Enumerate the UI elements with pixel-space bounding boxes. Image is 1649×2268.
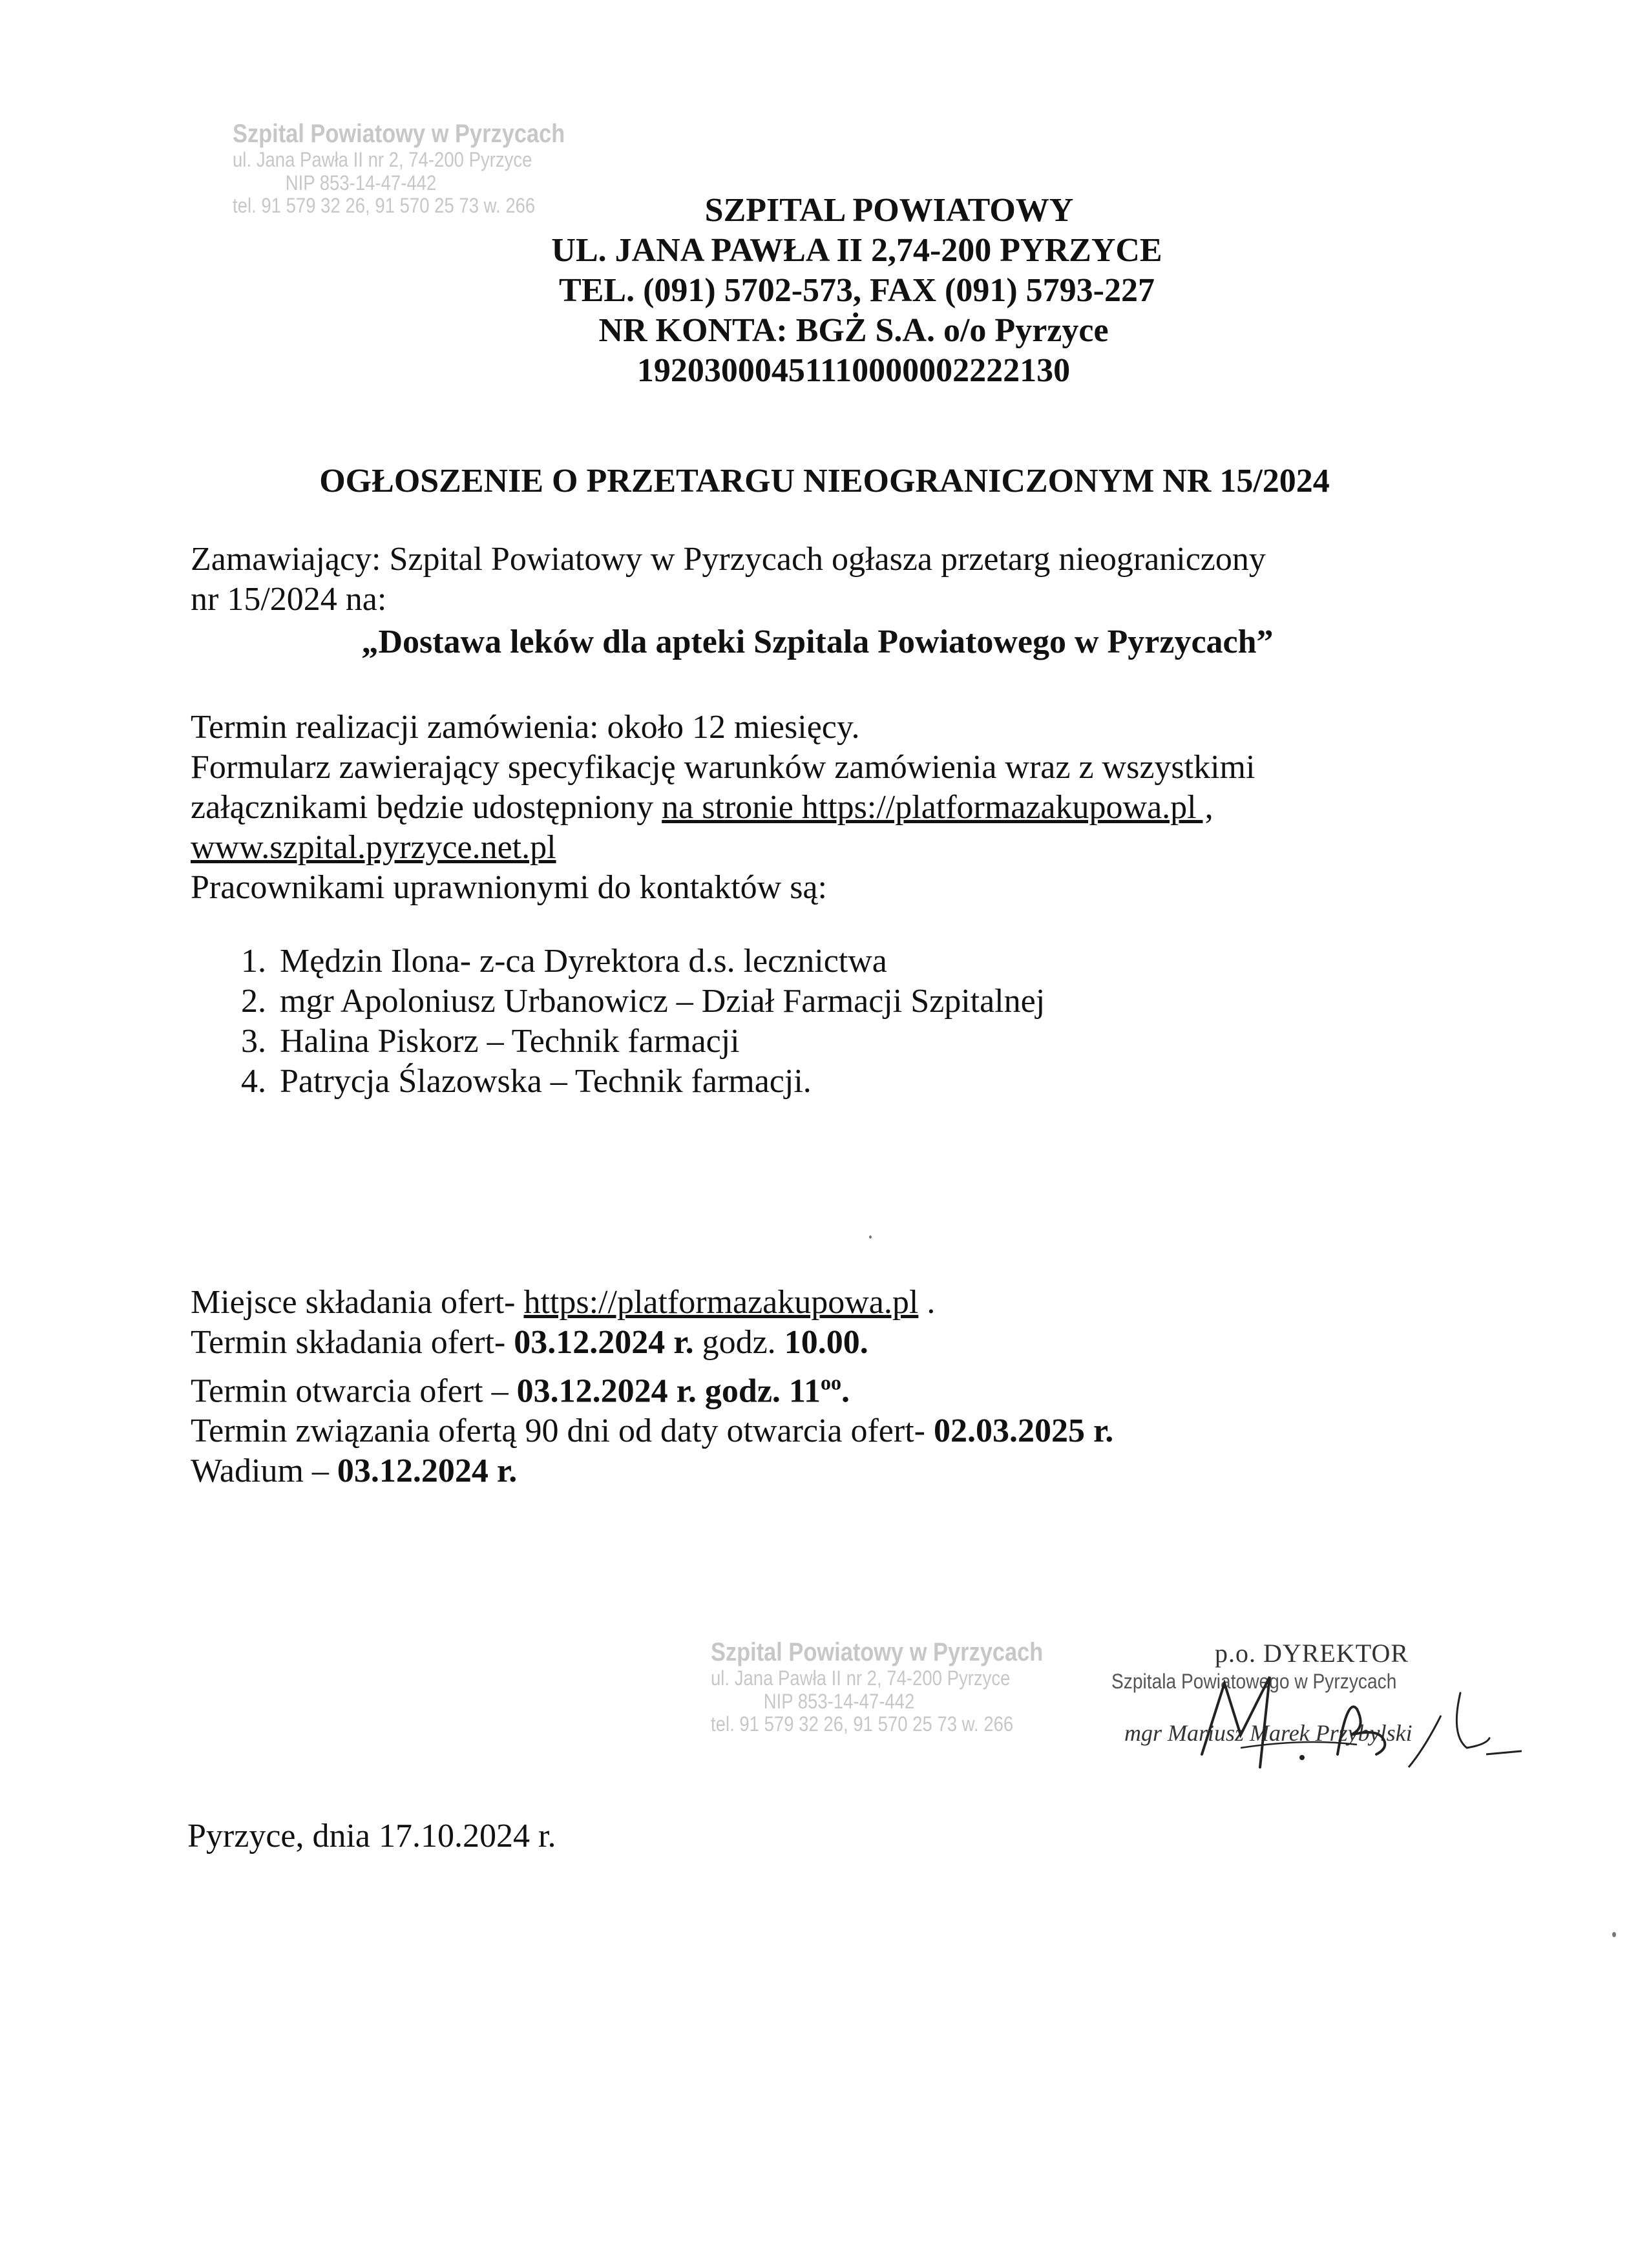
place-and-date: Pyrzyce, dnia 17.10.2024 r. — [187, 1818, 556, 1854]
stamp-phone: tel. 91 579 32 26, 91 570 25 73 w. 266 — [711, 1712, 1014, 1736]
offer-deadline-hour: 10.00. — [784, 1324, 868, 1361]
form-line-2-text: załącznikami będzie udostępniony — [191, 789, 662, 826]
offer-binding-date: 02.03.2025 r. — [933, 1412, 1114, 1450]
wadium-date: 03.12.2024 r. — [337, 1453, 518, 1490]
offer-details — [191, 1283, 1113, 1491]
contact-item: 1. Mędzin Ilona- z-ca Dyrektora d.s. lecznictwa — [275, 941, 1483, 982]
stamp-nip: NIP 853-14-47-442 — [763, 1689, 915, 1713]
stamp-name: Szpital Powiatowy w Pyrzycach — [711, 1638, 1044, 1666]
form-line-2 — [191, 788, 1483, 828]
offer-opening — [191, 1363, 1113, 1411]
stamp-address: ul. Jana Pawła II nr 2, 74-200 Pyrzyce — [233, 147, 532, 171]
offer-place-link[interactable]: https://platformazakupowa.pl — [523, 1284, 919, 1321]
contact-item: 4. Patrycja Ślazowska – Technik farmacji. — [275, 1062, 1483, 1102]
offer-opening-end: . — [841, 1372, 850, 1410]
scan-speck — [869, 1235, 872, 1239]
director-name: mgr Mariusz Marek Przybylski — [1124, 1720, 1413, 1746]
tender-subject: „Dostawa leków dla apteki Szpitala Powiatowego w Pyrzycach” — [361, 624, 1274, 660]
offer-deadline-date: 03.12.2024 — [514, 1324, 666, 1361]
hospital-name: SZPITAL POWIATOWY — [704, 192, 1074, 229]
announcement-body — [191, 540, 1483, 1102]
offer-deadline-r: r. — [665, 1324, 702, 1361]
offer-wadium — [191, 1451, 1113, 1491]
contacts-list — [191, 941, 1483, 1102]
form-line-1: Formularz zawierający specyfikację warunków zamówienia wraz z wszystkimi — [191, 749, 1255, 786]
offer-deadline-label: Termin składania ofert- — [191, 1324, 514, 1361]
offer-opening-label: Termin otwarcia ofert – — [191, 1372, 517, 1410]
offer-binding — [191, 1411, 1113, 1451]
bank-account-number: 19203000451110000002222130 — [636, 352, 1071, 389]
stamp-address: ul. Jana Pawła II nr 2, 74-200 Pyrzyce — [711, 1666, 1011, 1690]
completion-term: Termin realizacji zamówienia: około 12 miesięcy. — [191, 709, 860, 746]
offer-binding-label: Termin związania ofertą 90 dni od daty otwarcia ofert- — [191, 1412, 934, 1450]
stamp-name: Szpital Powiatowy w Pyrzycach — [233, 120, 565, 148]
letterhead — [0, 191, 1649, 391]
hospital-stamp-bottom — [711, 1638, 1043, 1736]
offer-opening-value: 03.12.2024 r. godz. 11 — [516, 1372, 821, 1410]
offer-deadline-hour-label: godz. — [702, 1324, 784, 1361]
intro-line-1: Zamawiający: Szpital Powiatowy w Pyrzycach ogłasza przetarg nieograniczony — [191, 541, 1266, 578]
contacts-intro: Pracownikami uprawnionymi do kontaktów są: — [191, 869, 827, 906]
handwritten-signature — [1163, 1657, 1525, 1780]
stamp-phone: tel. 91 579 32 26, 91 570 25 73 w. 266 — [233, 194, 536, 218]
form-line-3 — [191, 828, 1483, 868]
scan-speck — [1612, 1932, 1616, 1937]
offer-deadline — [191, 1323, 1113, 1363]
offer-place — [191, 1283, 1113, 1323]
intro-line-2: nr 15/2024 na: — [191, 581, 387, 618]
director-organization: Szpitala Powiatowego w Pyrzycach — [1111, 1670, 1397, 1693]
bank-account-label: NR KONTA: BGŻ S.A. o/o Pyrzyce — [598, 312, 1109, 349]
hospital-address: UL. JANA PAWŁA II 2,74-200 PYRZYCE — [551, 232, 1162, 269]
wadium-label: Wadium – — [191, 1453, 337, 1490]
hospital-phone-fax: TEL. (091) 5702-573, FAX (091) 5793-227 — [559, 272, 1155, 309]
contact-item: 2. mgr Apoloniusz Urbanowicz – Dział Farmacji Szpitalnej — [275, 982, 1483, 1022]
director-title: p.o. DYREKTOR — [1214, 1639, 1409, 1668]
contact-item: 3. Halina Piskorz – Technik farmacji — [275, 1022, 1483, 1062]
offer-opening-minutes: oo — [821, 1371, 842, 1394]
hospital-website-link[interactable]: www.szpital.pyrzyce.net.pl — [191, 829, 556, 866]
offer-place-label: Miejsce składania ofert- — [191, 1284, 524, 1321]
platform-link[interactable]: na stronie https://platformazakupowa.pl , — [662, 789, 1213, 826]
stamp-nip: NIP 853-14-47-442 — [285, 171, 437, 194]
offer-place-suffix: . — [918, 1284, 936, 1321]
announcement-title: OGŁOSZENIE O PRZETARGU NIEOGRANICZONYM NR 15/2024 — [319, 463, 1330, 499]
